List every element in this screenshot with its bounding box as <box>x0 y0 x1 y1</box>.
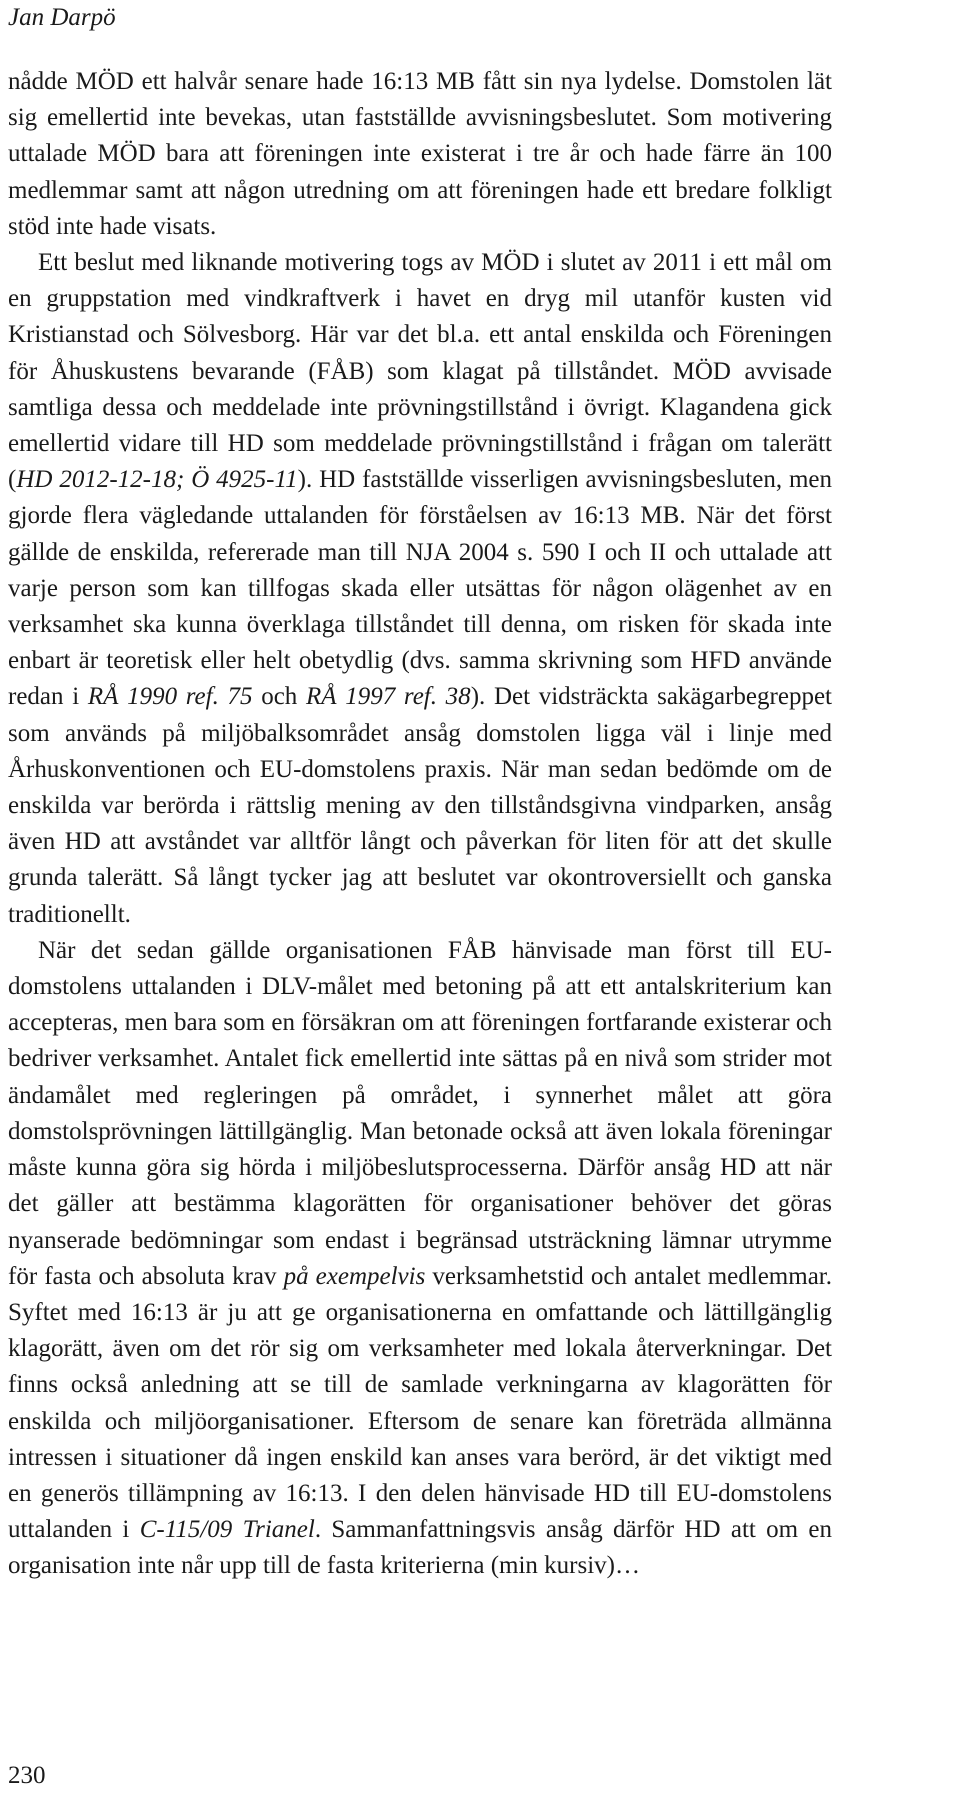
page-number: 230 <box>8 1762 46 1789</box>
paragraph-2-text-b: ). HD fastställde visserligen avvisningsbesluten, men gjorde flera vägledande uttalanden för förståelsen av 16:13 MB. När det först gällde de enskilda, refererade man till NJA 2004 s. 590 I och II och uttalade att varje person som kan tillfogas skada eller utsättas för någon olägenhet av en verksamhet ska kunna överklaga tillståndet till denna, om risken för skada inte enbart är teoretisk eller helt obetydlig (dvs. samma skrivning som HFD använde redan i <box>8 466 832 711</box>
case-citation-ra-1997: RÅ 1997 ref. 38 <box>306 683 471 711</box>
paragraph-2-text-d: ). Det vidsträckta sakägarbegreppet som används på miljöbalksområdet ansåg domstolen ligga väl i linje med Århuskonventionen och EU-domstolens praxis. När man sedan bedömde om de enskilda var berörda i rättslig mening av den tillståndsgivna vindparken, ansåg även HD att avståndet var alltför långt och påverkan för liten för att det skulle grunda talerätt. Så långt tycker jag att beslutet var okontroversiellt och ganska traditionellt. <box>8 683 832 928</box>
paragraph-3-text-b: verksamhetstid och antalet medlemmar. Syftet med 16:13 är ju att ge organisationerna en omfattande och lättillgänglig klagorätt, även om det rör sig om verksamheter med lokala återverkningar. Det finns också anledning att se till de samlade verkningarna av klagorätten för enskilda och miljöorganisationer. Eftersom de senare kan företräda allmänna intressen i situationer då ingen enskild kan anses vara berörd, är det viktigt med en generös tillämpning av 16:13. I den delen hänvisade HD till EU-domstolens uttalanden i <box>8 1262 832 1544</box>
paragraph-2-text-c: och <box>252 683 306 711</box>
case-citation-hd: HD 2012-12-18; Ö 4925-11 <box>16 466 298 494</box>
emphasis-text: på exempelvis <box>283 1262 426 1290</box>
paragraph-2-text-a: Ett beslut med liknande motivering togs av MÖD i slutet av 2011 i ett mål om en gruppstation med vindkraftverk i havet en dryg mil utanför kusten vid Kristianstad och Sölvesborg. Här var det bl.a. ett antal enskilda och Föreningen för Åhuskustens bevarande (FÅB) som klagat på tillståndet. MÖD avvisade samtliga dessa och meddelade inte prövningstillstånd i övrigt. Klagandena gick emellertid vidare till HD som meddelade prövningstillstånd i frågan om talerätt ( <box>8 249 832 494</box>
paragraph-2 <box>8 245 832 933</box>
paragraph-1: nådde MÖD ett halvår senare hade 16:13 MB fått sin nya lydelse. Domstolen lät sig emellertid inte bevekas, utan fastställde avvisningsbeslutet. Som motivering uttalade MÖD bara att föreningen inte existerat i tre år och hade färre än 100 medlemmar samt att någon utredning om att föreningen hade ett bredare folkligt stöd inte hade visats. <box>8 68 832 240</box>
paragraph-3-text-c: . Sammanfattningsvis ansåg därför HD att om en organisation inte når upp till de fasta kriterierna (min kursiv)… <box>8 1516 832 1580</box>
paragraph-3-text-a: När det sedan gällde organisationen FÅB hänvisade man först till EU-domstolens uttalanden i DLV-målet med betoning på att ett antalskriterium kan accepteras, men bara som en försäkran om att föreningen fortfarande existerar och bedriver verksamhet. Antalet fick emellertid inte sättas på en nivå som strider mot ändamålet med regleringen på området, i synnerhet målet att göra domstolsprövningen lättillgänglig. Man betonade också att även lokala föreningar måste kunna göra sig hörda i miljöbeslutsprocesserna. Därför ansåg HD att när det gäller att bestämma klagorätten för organisationer behöver det göras nyanserade bedömningar som endast i begränsad utsträckning lämnar utrymme för fasta och absoluta krav <box>8 936 832 1290</box>
body-text <box>8 64 832 1585</box>
case-citation-ra-1990: RÅ 1990 ref. 75 <box>87 683 253 711</box>
running-head-author: Jan Darpö <box>8 4 116 31</box>
paragraph-3 <box>8 933 832 1585</box>
case-citation-trianel: C-115/09 Trianel <box>139 1516 315 1544</box>
